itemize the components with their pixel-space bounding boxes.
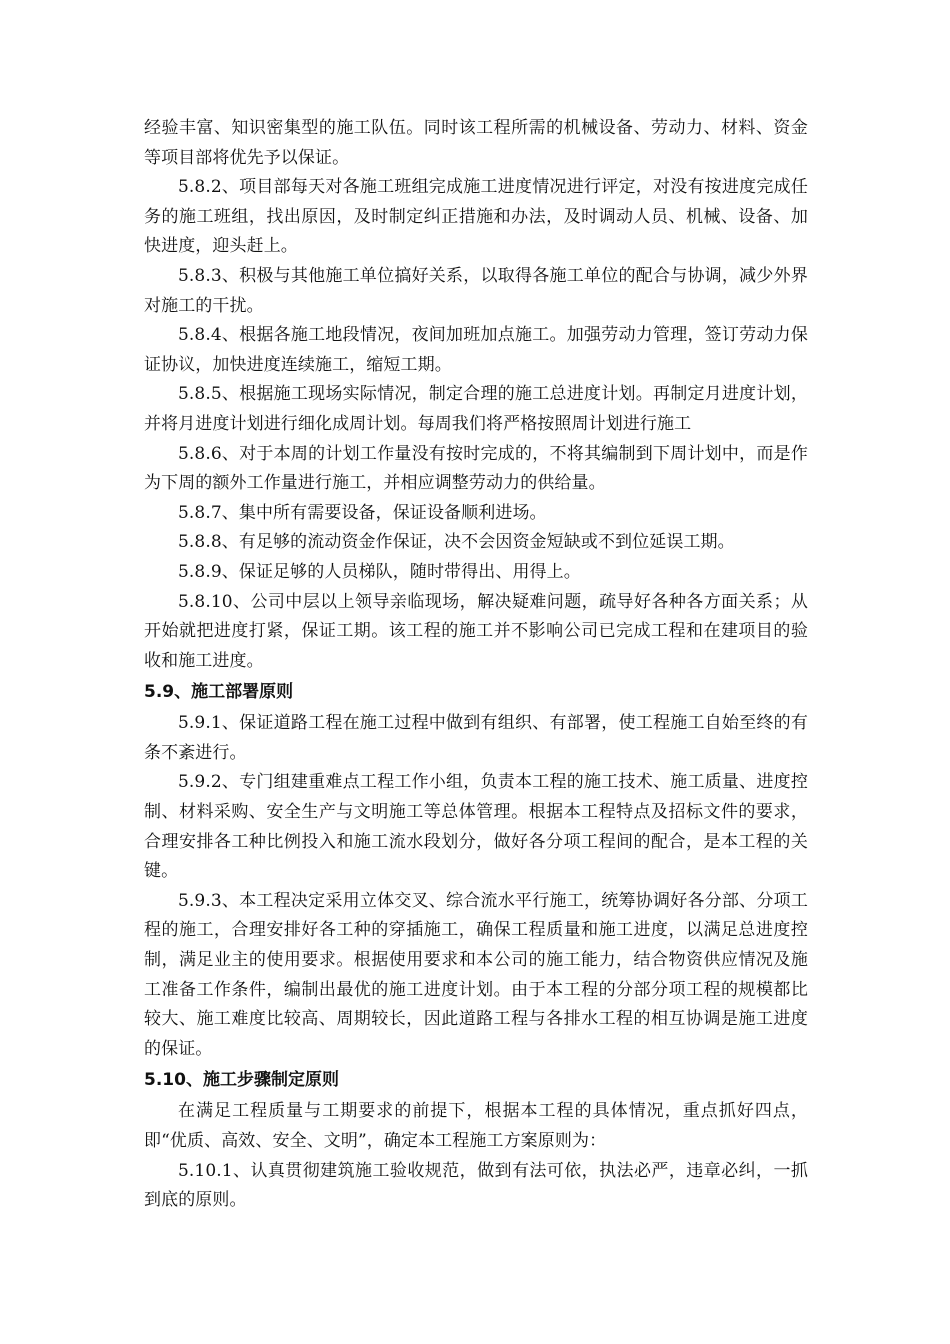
paragraph-5-8-7: 5.8.7、集中所有需要设备，保证设备顺利进场。 xyxy=(178,502,547,523)
paragraph-5-8-9: 5.8.9、保证足够的人员梯队，随时带得出、用得上。 xyxy=(178,561,581,582)
paragraph-5-8-5: 5.8.5、根据施工现场实际情况，制定合理的施工总进度计划。再制定月进度计划，并将月进度计划进行细化成周计划。每周我们将严格按照周计划进行施工 xyxy=(144,384,808,434)
paragraph-5-8-2: 5.8.2、项目部每天对各施工班组完成施工进度情况进行评定，对没有按进度完成任务的施工班组，找出原因，及时制定纠正措施和办法，及时调动人员、机械、设备、加快进度，迎头赶上。 xyxy=(144,177,808,257)
paragraph-5-10-intro: 在满足工程质量与工期要求的前提下，根据本工程的具体情况，重点抓好四点，即“优质、高效、安全、文明”，确定本工程施工方案原则为： xyxy=(144,1101,808,1151)
paragraph-5-8-4: 5.8.4、根据各施工地段情况，夜间加班加点施工。加强劳动力管理，签订劳动力保证协议，加快进度连续施工，缩短工期。 xyxy=(144,325,808,375)
paragraph-5-8-3: 5.8.3、积极与其他施工单位搞好关系，以取得各施工单位的配合与协调，减少外界对施工的干扰。 xyxy=(144,265,808,316)
paragraph-5-9-3: 5.9.3、本工程决定采用立体交叉、综合流水平行施工，统筹协调好各分部、分项工程的施工，合理安排好各工种的穿插施工，确保工程质量和施工进度，以满足总进度控制，满足业主的使用要求。根据使用要求和本公司的施工能力，结合物资供应情况及施工准备工作条件，编制出最优的施工进度计划。由于本工程的分部分项工程的规模都比较大、施工难度比较高、周期较长，因此道路工程与各排水工程的相互协调是施工进度的保证。 xyxy=(144,890,808,1059)
paragraph-5-9-2: 5.9.2、专门组建重难点工程工作小组，负责本工程的施工技术、施工质量、进度控制、材料采购、安全生产与文明施工等总体管理。根据本工程特点及招标文件的要求，合理安排各工种比例投入和施工流水段划分，做好各分项工程间的配合，是本工程的关键。 xyxy=(144,772,808,882)
paragraph-5-9-1: 5.9.1、保证道路工程在施工过程中做到有组织、有部署，使工程施工自始至终的有条不紊进行。 xyxy=(144,713,808,763)
document-body xyxy=(144,114,808,1216)
paragraph-5-8-8: 5.8.8、有足够的流动资金作保证，决不会因资金短缺或不到位延误工期。 xyxy=(178,532,735,553)
paragraph-5-10-1: 5.10.1、认真贯彻建筑施工验收规范，做到有法可依，执法必严，违章必纠，一抓到底的原则。 xyxy=(144,1160,808,1211)
paragraph-resource-guarantee: 经验丰富、知识密集型的施工队伍。同时该工程所需的机械设备、劳动力、材料、资金等项目部将优先予以保证。 xyxy=(144,118,808,168)
section-heading-5-9: 5.9、施工部署原则 xyxy=(144,682,294,703)
section-heading-5-10: 5.10、施工步骤制定原则 xyxy=(144,1070,339,1091)
paragraph-5-8-10: 5.8.10、公司中层以上领导亲临现场，解决疑难问题，疏导好各种各方面关系；从开始就把进度打紧，保证工期。该工程的施工并不影响公司已完成工程和在建项目的验收和施工进度。 xyxy=(144,591,808,671)
paragraph-5-8-6: 5.8.6、对于本周的计划工作量没有按时完成的，不将其编制到下周计划中，而是作为下周的额外工作量进行施工，并相应调整劳动力的供给量。 xyxy=(144,443,808,494)
